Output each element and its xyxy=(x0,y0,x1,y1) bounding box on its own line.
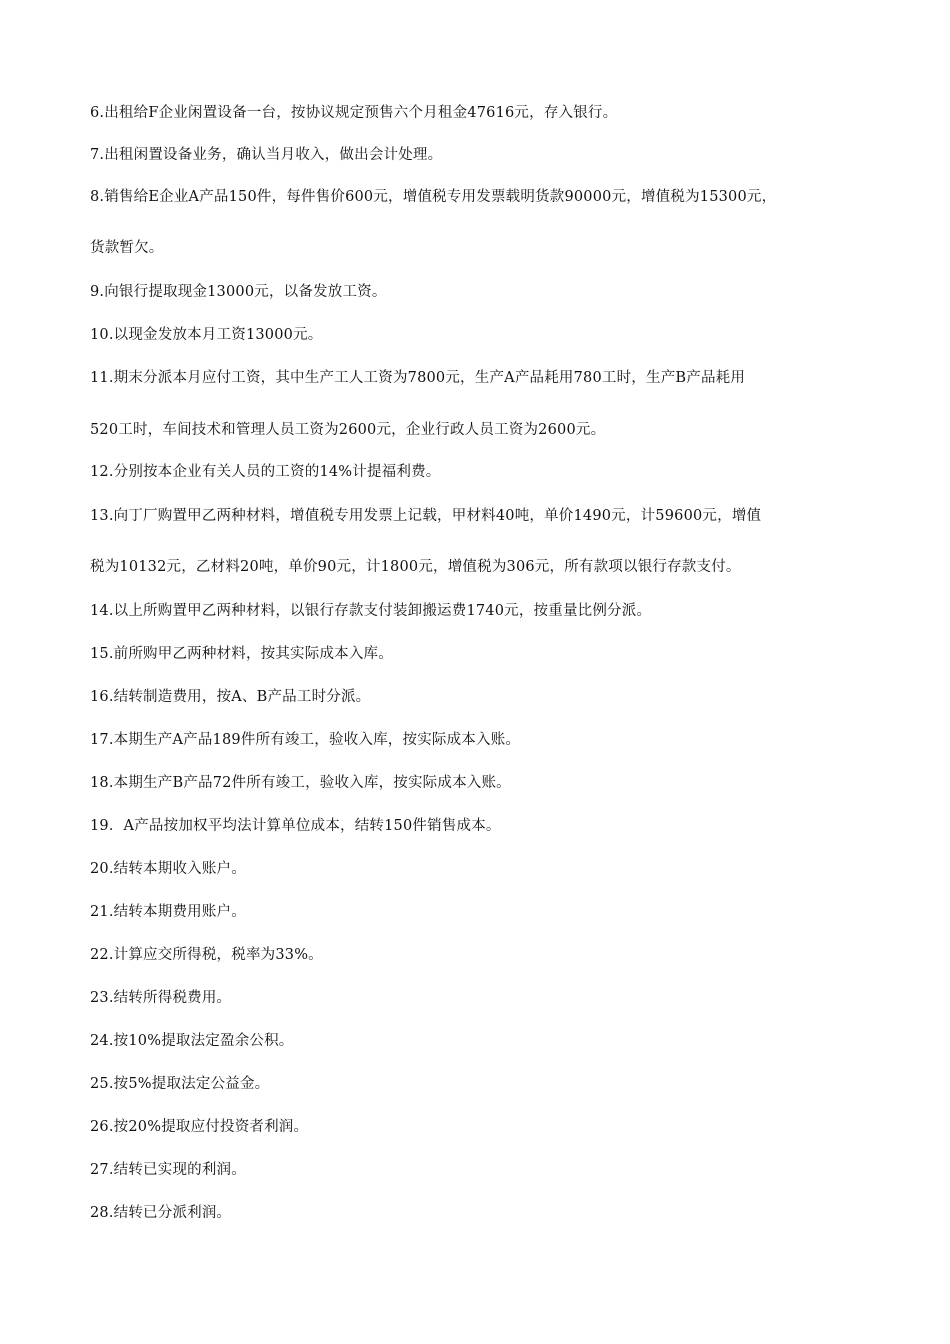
item-26: 26.按20%提取应付投资者利润。 xyxy=(90,1119,309,1135)
item-8: 8.销售给E企业A产品150件，每件售价600元，增值税专用发票载明货款90000元，增值税为15300元， xyxy=(90,189,777,205)
item-8-continued: 货款暂欠。 xyxy=(90,240,164,256)
item-13-continued: 税为10132元，乙材料20吨，单价90元，计1800元，增值税为306元，所有款项以银行存款支付。 xyxy=(90,559,741,575)
item-16: 16.结转制造费用，按A、B产品工时分派。 xyxy=(90,689,371,705)
item-14: 14.以上所购置甲乙两种材料，以银行存款支付装卸搬运费1740元，按重量比例分派。 xyxy=(90,603,652,619)
item-12: 12.分别按本企业有关人员的工资的14%计提福利费。 xyxy=(90,464,441,480)
item-13: 13.向丁厂购置甲乙两种材料，增值税专用发票上记载，甲材料40吨，单价1490元，计59600元，增值 xyxy=(90,508,762,524)
item-17: 17.本期生产A产品189件所有竣工，验收入库，按实际成本入账。 xyxy=(90,732,521,748)
item-25: 25.按5%提取法定公益金。 xyxy=(90,1076,270,1092)
item-9: 9.向银行提取现金13000元，以备发放工资。 xyxy=(90,284,387,300)
item-11: 11.期末分派本月应付工资，其中生产工人工资为7800元，生产A产品耗用780工时，生产B产品耗用 xyxy=(90,370,746,386)
item-24: 24.按10%提取法定盈余公积。 xyxy=(90,1033,294,1049)
item-18: 18.本期生产B产品72件所有竣工，验收入库，按实际成本入账。 xyxy=(90,775,511,791)
item-22: 22.计算应交所得税，税率为33%。 xyxy=(90,947,323,963)
item-27: 27.结转已实现的利润。 xyxy=(90,1162,246,1178)
item-19: 19．A产品按加权平均法计算单位成本，结转150件销售成本。 xyxy=(90,818,501,834)
item-21: 21.结转本期费用账户。 xyxy=(90,904,246,920)
item-15: 15.前所购甲乙两种材料，按其实际成本入库。 xyxy=(90,646,393,662)
item-7: 7.出租闲置设备业务，确认当月收入，做出会计处理。 xyxy=(90,147,443,163)
item-20: 20.结转本期收入账户。 xyxy=(90,861,246,877)
item-10: 10.以现金发放本月工资13000元。 xyxy=(90,327,323,343)
item-11-continued: 520工时，车间技术和管理人员工资为2600元，企业行政人员工资为2600元。 xyxy=(90,422,606,438)
item-6: 6.出租给F企业闲置设备一台，按协议规定预售六个月租金47616元，存入银行。 xyxy=(90,105,618,121)
item-28: 28.结转已分派利润。 xyxy=(90,1205,232,1221)
item-23: 23.结转所得税费用。 xyxy=(90,990,232,1006)
